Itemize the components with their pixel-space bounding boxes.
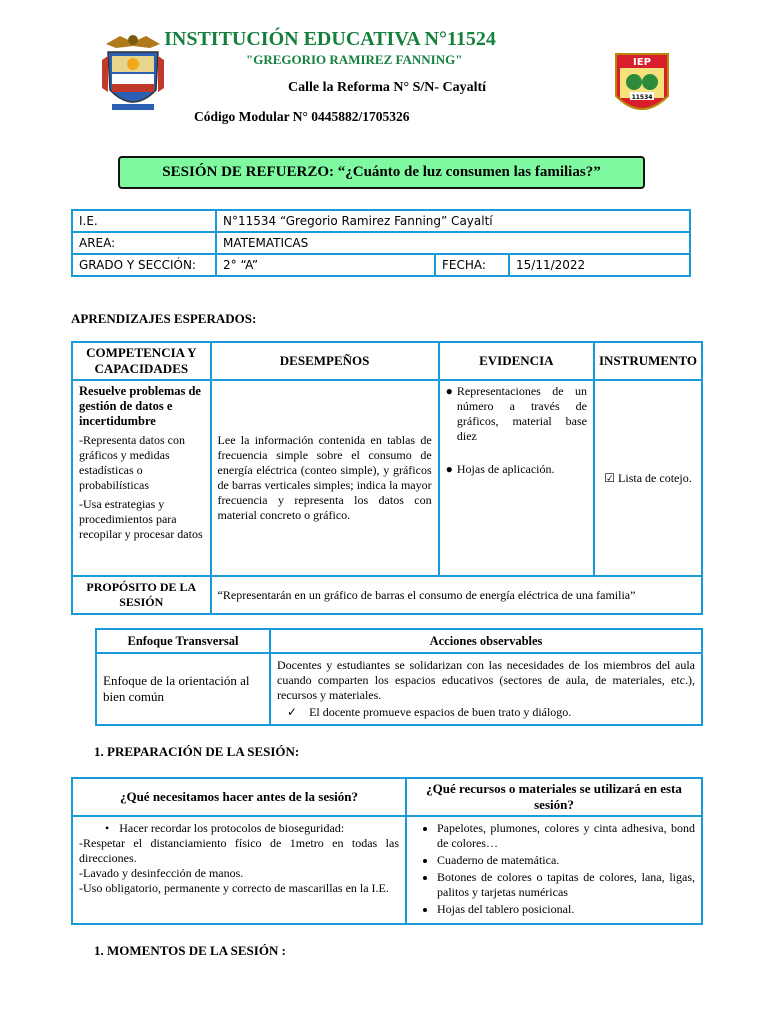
desempeno-cell [211, 380, 439, 576]
evidencia-item-2 [446, 462, 587, 477]
checkmark-icon: ✓ [287, 705, 298, 719]
logo-iep-text: IEP [633, 57, 651, 68]
school-iep-logo [614, 52, 670, 118]
modular-code: Código Modular N° 0445882/1705326 [194, 109, 410, 124]
header-desempenos: DESEMPEÑOS [211, 342, 439, 380]
grado-label: GRADO Y SECCIÓN: [72, 254, 216, 276]
recursos-list [413, 821, 695, 917]
recurso-item: • Botones de colores o tapitas de colores, lana, ligas, palitos y tarjetas numéricas [437, 870, 695, 900]
bullet-icon: ● [445, 462, 453, 476]
header-antes: ¿Qué necesitamos hacer antes de la sesión? [72, 778, 406, 816]
antes-cell [72, 816, 406, 924]
header-instrumento: INSTRUMENTO [594, 342, 702, 380]
institution-subtitle: "GREGORIO RAMIREZ FANNING" [246, 52, 463, 67]
info-row-area [72, 232, 690, 254]
recurso-item: • Papelotes, plumones, colores y cinta adhesiva, bond de colores… [437, 821, 695, 851]
enfoque-header-row [96, 629, 702, 653]
session-info-table [71, 209, 691, 277]
area-label: AREA: [72, 232, 216, 254]
acciones-check-text: El docente promueve espacios de buen trato y diálogo. [309, 705, 572, 719]
header-evidencia: EVIDENCIA [439, 342, 594, 380]
recursos-cell [406, 816, 702, 924]
prep-body-row [72, 816, 702, 924]
momentos-heading: 1. MOMENTOS DE LA SESIÓN : [94, 943, 286, 958]
competencias-header-row [72, 342, 702, 380]
fecha-value: 15/11/2022 [509, 254, 690, 276]
header-acciones: Acciones observables [270, 629, 702, 653]
institution-title: INSTITUCIÓN EDUCATIVA N°11524 [164, 28, 496, 50]
evidencia-2-text: Hojas de aplicación. [456, 462, 555, 476]
bullet-icon: • [105, 821, 110, 835]
competencias-table [71, 341, 703, 615]
instrumento-text: Lista de cotejo. [618, 470, 692, 485]
antes-bullet-text: Hacer recordar los protocolos de bioseguridad: [119, 821, 345, 835]
capacidad-1: -Representa datos con gráficos y medidas estadísticas o probabilísticas [79, 433, 185, 492]
ie-value: N°11534 “Gregorio Ramirez Fanning” Cayaltí [216, 210, 690, 232]
proposito-text: “Representarán en un gráfico de barras el consumo de energía eléctrica de una familia” [211, 576, 702, 614]
proposito-label: PROPÓSITO DE LA SESIÓN [72, 576, 211, 614]
header-enfoque: Enfoque Transversal [96, 629, 270, 653]
info-row-ie [72, 210, 690, 232]
antes-item-3: -Uso obligatorio, permanente y correcto de mascarillas en la I.E. [79, 881, 389, 895]
checkbox-icon: ☑ [604, 470, 616, 485]
area-value: MATEMATICAS [216, 232, 690, 254]
antes-item-1: -Respetar el distanciamiento físico de 1metro en todas las direcciones. [79, 836, 399, 865]
competencia-title: Resuelve problemas de gestión de datos e incertidumbre [79, 384, 201, 428]
competencia-cell [72, 380, 211, 576]
capacidad-2: -Usa estrategias y procedimientos para recopilar y procesar datos [79, 497, 203, 541]
acciones-cell [270, 653, 702, 725]
recurso-item: • Cuaderno de matemática. [437, 853, 695, 868]
enfoque-body-row [96, 653, 702, 725]
enfoque-table [95, 628, 703, 726]
proposito-row [72, 576, 702, 614]
preparacion-table [71, 777, 703, 925]
ie-label: I.E. [72, 210, 216, 232]
fecha-label: FECHA: [435, 254, 509, 276]
session-title-banner [118, 156, 645, 189]
competencias-body-row [72, 380, 702, 576]
acciones-text: Docentes y estudiantes se solidarizan con las necesidades de los miembros del aula cuando comparten los espacios educativos (sectores de aula, de materiales, etc.), recursos y materiales. [277, 658, 695, 702]
logo-number-text: 11534 [631, 94, 653, 101]
preparacion-heading: 1. PREPARACIÓN DE LA SESIÓN: [94, 744, 300, 759]
evidencia-item-1 [446, 384, 587, 444]
desempeno-text: Lee la información contenida en tablas de frecuencia simple sobre el consumo de energía eléctrica (conteo simple), y gráficos de barras verticales simples; indica la mayor frecuencia y representa los datos con material concreto o gráfico. [217, 433, 432, 522]
header-recursos: ¿Qué recursos o materiales se utilizará en esta sesión? [406, 778, 702, 816]
prep-header-row [72, 778, 702, 816]
instrumento-cell [594, 380, 702, 576]
grado-value: 2° “A” [216, 254, 435, 276]
recurso-item: • Hojas del tablero posicional. [437, 902, 695, 917]
enfoque-name: Enfoque de la orientación al bien común [96, 653, 270, 725]
evidencia-1-text: Representaciones de un número a través de gráficos, material base diez [456, 384, 587, 443]
header-competencia: COMPETENCIA Y CAPACIDADES [72, 342, 211, 380]
antes-bullet-item [79, 821, 399, 836]
bullet-icon: ● [445, 384, 453, 398]
aprendizajes-heading: APRENDIZAJES ESPERADOS: [71, 311, 257, 326]
evidencia-cell [439, 380, 594, 576]
antes-item-2: -Lavado y desinfección de manos. [79, 866, 244, 880]
info-row-grado [72, 254, 690, 276]
session-title: SESIÓN DE REFUERZO: “¿Cuánto de luz consumen las familias?” [162, 164, 601, 180]
acciones-check-item [277, 705, 695, 720]
school-address: Calle la Reforma N° S/N- Cayaltí [288, 80, 487, 95]
